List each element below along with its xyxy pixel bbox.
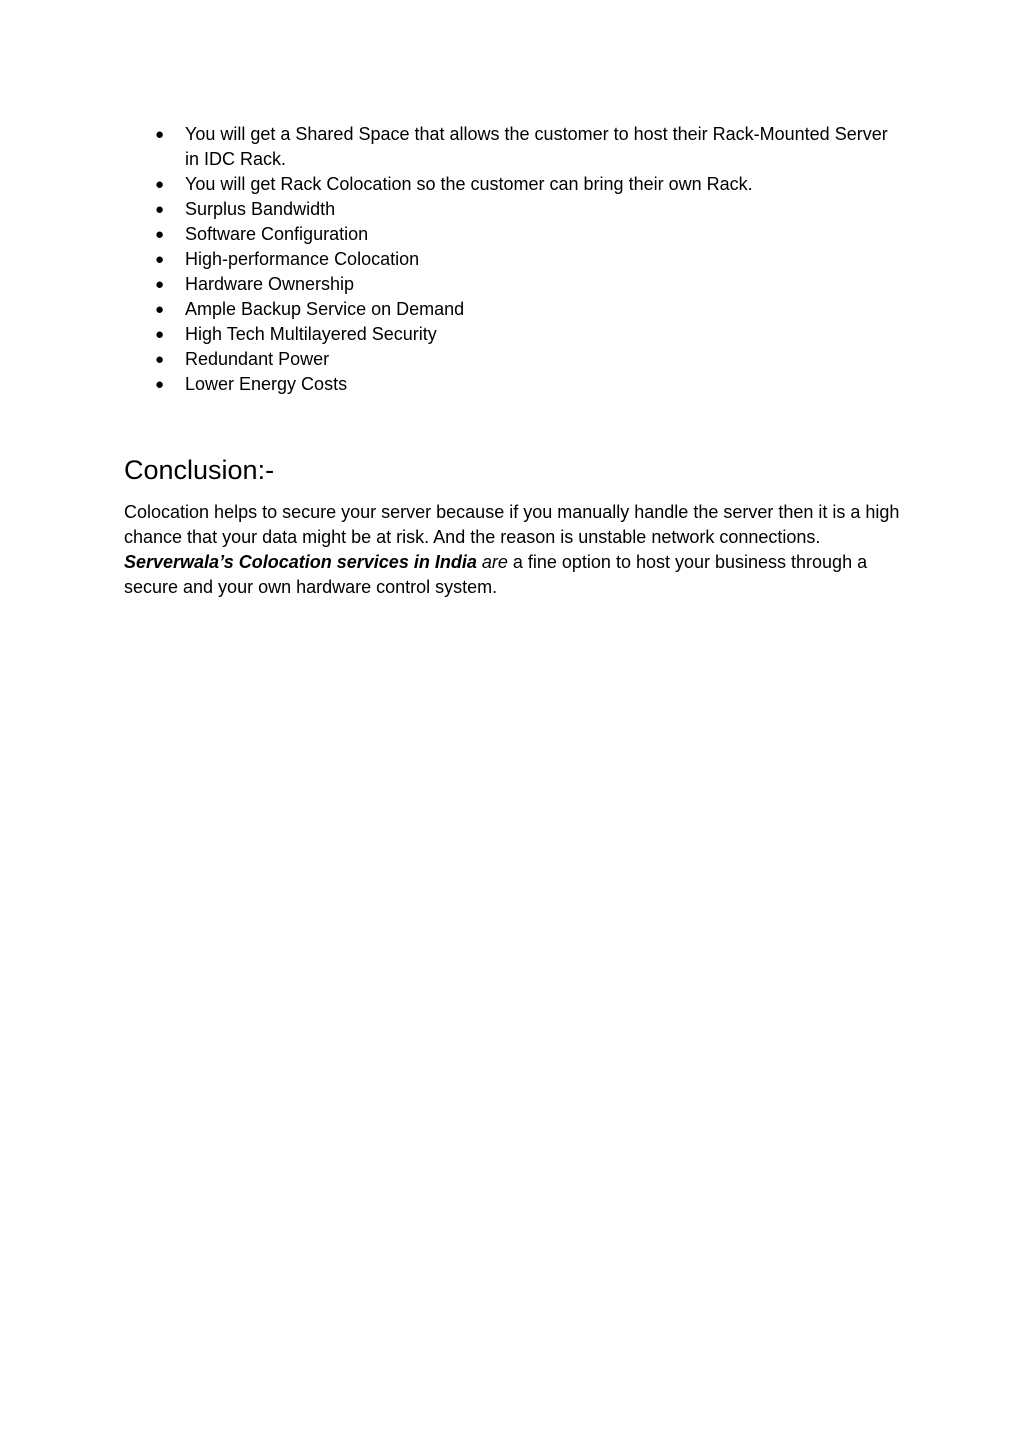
list-item-text: Surplus Bandwidth: [185, 199, 336, 219]
bullet-icon: ●: [155, 326, 165, 343]
conclusion-heading: Conclusion:-: [124, 455, 275, 485]
list-item: [124, 297, 904, 322]
bullet-icon: ●: [155, 176, 165, 193]
list-item-text: Hardware Ownership: [185, 274, 355, 294]
bullet-icon: ●: [155, 276, 165, 293]
list-item: [124, 197, 904, 222]
conclusion-emphasis-bold-italic: Serverwala’s Colocation services in India: [124, 552, 477, 572]
conclusion-text-part2: a fine option to host your business through a secure and your own hardware control system.: [124, 552, 868, 597]
bullet-icon: ●: [155, 226, 165, 243]
bullet-icon: ●: [155, 376, 165, 393]
list-item-text: You will get Rack Colocation so the customer can bring their own Rack.: [185, 174, 753, 194]
list-item-text: Software Configuration: [185, 224, 369, 244]
list-item: [124, 372, 904, 397]
bullet-icon: ●: [155, 251, 165, 268]
bullet-icon: ●: [155, 351, 165, 368]
bullet-icon: ●: [155, 201, 165, 218]
list-item-text: You will get a Shared Space that allows the customer to host their Rack-Mounted Server in IDC Rack.: [185, 124, 888, 169]
conclusion-emphasis-italic: are: [476, 552, 508, 572]
list-item-text: High-performance Colocation: [185, 249, 420, 269]
list-item-text: Redundant Power: [185, 349, 330, 369]
list-item: [124, 322, 904, 347]
list-item-text: High Tech Multilayered Security: [185, 324, 437, 344]
list-item: [124, 347, 904, 372]
list-item-text: Ample Backup Service on Demand: [185, 299, 465, 319]
feature-bullet-list: [124, 122, 904, 397]
bullet-icon: ●: [155, 301, 165, 318]
list-item: [124, 247, 904, 272]
list-item: [124, 222, 904, 247]
conclusion-text-part1: Colocation helps to secure your server because if you manually handle the server then it is a high chance that your data might be at risk. And the reason is unstable network connections.: [124, 502, 900, 547]
list-item-text: Lower Energy Costs: [185, 374, 348, 394]
bullet-icon: ●: [155, 126, 165, 143]
list-item: [124, 272, 904, 297]
list-item: [124, 172, 904, 197]
conclusion-paragraph: [124, 500, 914, 600]
list-item: [124, 122, 904, 172]
